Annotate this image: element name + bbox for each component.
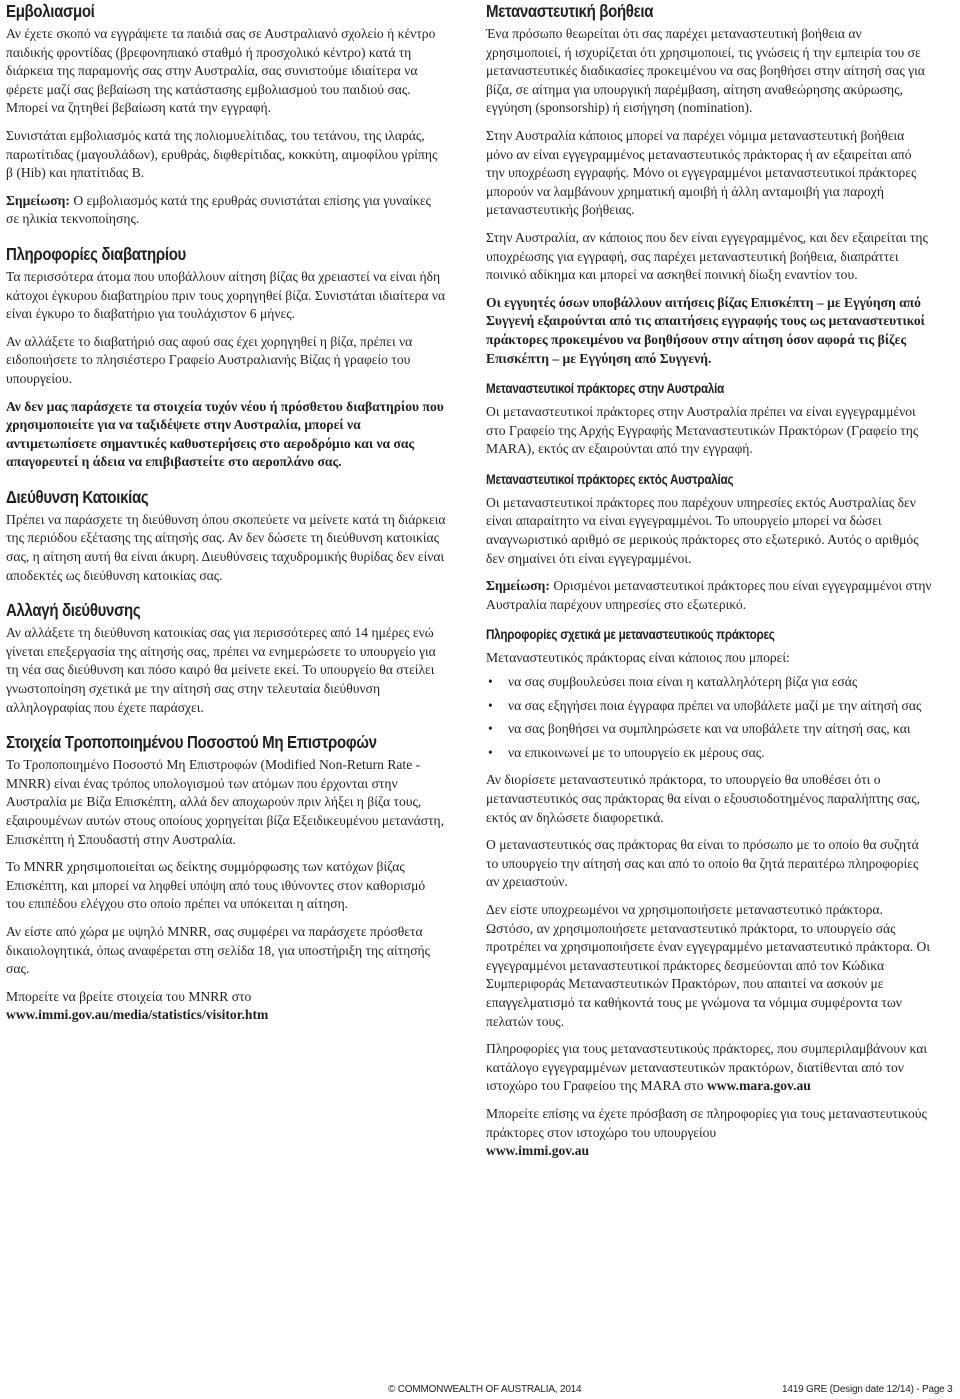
list-item: • να σας συμβουλεύσει ποια είναι η καταλληλότερη βίζα για εσάς — [508, 673, 932, 692]
agents-info-paragraph-4: Δεν είστε υποχρεωμένοι να χρησιμοποιήσετε μεταναστευτικό πράκτορα. Ωστόσο, αν χρησιμοποιήσετε μεταναστευτικό πράκτορα, το υπουργείο σάς προτρέπει να χρησιμοποιήσετε έναν εγγεγραμμένο μεταναστευτικό πράκτορα. Οι εγγεγραμμένοι μεταναστευτικοί πράκτορες δεσμεύονται από τον Κώδικα Συμπεριφοράς Μεταναστευτικών Πρακτόρων, που απαιτεί να ασκούν με επαγγελματισμό τα καθήκοντά τους με γνώμονα τα νόμιμα συμφέροντα των πελατών τους. — [486, 901, 930, 1029]
address-paragraph: Πρέπει να παράσχετε τη διεύθυνση όπου σκοπεύετε να μείνετε κατά τη διάρκεια της περιόδου εξέτασης της αίτησής σας. Αν δεν δώσετε τη διεύθυνση κατοικίας σας, η αίτηση αυτή θα είναι άκυρη. Διευθύνσεις ταχυδρομικής θυρίδας δεν είναι αποδεκτές ως διεύθυνση κατοικίας σας. — [6, 511, 446, 583]
vaccinations-paragraph-1: Αν έχετε σκοπό να εγγράψετε τα παιδιά σας σε Αυστραλιανό σχολείο ή κέντρο παιδικής φροντίδας (βρεφονηπιακό σταθμό ή προσχολικό κέντρο) κατά τη διάρκεια της παραμονής σας στην Αυστραλία, σας συνιστούμε ιδιαίτερα να φέρετε μαζί σας βεβαίωση της κατάστασης εμβολιασμού του παιδιού σας. Μπορεί να ζητηθεί βεβαίωση κατά την εγγραφή. — [6, 26, 436, 116]
list-item: • να επικοινωνεί με το υπουργείο εκ μέρους σας. — [508, 744, 932, 763]
agents-info-section — [486, 626, 932, 1160]
migration-paragraph-3: Στην Αυστραλία, αν κάποιος που δεν είναι εγγεγραμμένος, και δεν εξαιρείται της υποχρέωσης για εγγραφή, σας παρέχει μεταναστευτική βοήθεια, διαπράττει ποινικό αδίκημα και μπορεί να ασκηθεί ποινική δίωξη εναντίον του. — [486, 229, 928, 283]
copyright-notice: © COMMONWEALTH OF AUSTRALIA, 2014 — [388, 1384, 582, 1395]
mnrr-paragraph-1: Το Τροποποιημένο Ποσοστό Μη Επιστροφών (Modified Non-Return Rate - MNRR) είναι ένας τρόπος υπολογισμού των ατόμων που έρχονται στην Αυστραλία με Βίζα Επισκέπτη, αλλά δεν αποχωρούν πριν λήξει η βίζα τους, εξαιρουμένων αυτών στους οποίους χορηγείται βίζα Εξειδικευμένου μετανάστη, Επισκέπτη ή Σπουδαστή στην Αυστραλία. — [6, 757, 445, 847]
migration-sponsor-exemption: Οι εγγυητές όσων υποβάλλουν αιτήσεις βίζας Επισκέπτη – με Εγγύηση από Συγγενή εξαιρούνται από τις απαιτήσεις εγγραφής τους ως μεταναστευτικοί πράκτορες προκειμένου να βοηθήσουν στην αίτηση όσον αφορά τις βίζες Επισκέπτη – με Εγγύηση από Συγγενή. — [486, 294, 925, 366]
passport-paragraph-1: Τα περισσότερα άτομα που υποβάλλουν αίτηση βίζας θα χρειαστεί να είναι ήδη κάτοχοι έγκυρου διαβατηρίου πριν τους χορηγηθεί βίζα. Συνιστάται ιδιαίτερα να είναι έγκυρο το διαβατήριο για τουλάχιστον 6 μήνες. — [6, 268, 446, 322]
vaccinations-paragraph-2: Συνιστάται εμβολιασμός κατά της πολιομυελίτιδας, του τετάνου, της ιλαράς, παρωτίτιδας (μαγουλάδων), ερυθράς, διφθερίτιδας, κοκκύτη, αιμοφίλου γρίπης β (Hib) και ηπατίτιδας Β. — [6, 127, 438, 181]
left-column — [6, 0, 446, 1034]
mnrr-statistics-link[interactable]: www.immi.gov.au/media/statistics/visitor.htm — [6, 1007, 269, 1023]
change-address-heading: Αλλαγή διεύθυνσης — [6, 600, 141, 621]
agents-info-paragraph-6: Μπορείτε επίσης να έχετε πρόσβαση σε πληροφορίες για τους μεταναστευτικούς πράκτορες στον ιστοχώρο του υπουργείου www.immi.gov.au — [486, 1105, 927, 1159]
migration-paragraph-1: Ένα πρόσωπο θεωρείται ότι σας παρέχει μεταναστευτική βοήθεια αν χρησιμοποιεί, ή ισχυρίζεται ότι χρησιμοποιεί, τις γνώσεις ή την εμπειρία του σε μεταναστευτικές διαδικασίες προκειμένου να σας βοηθήσει στην αίτησή σας για βίζα, σε αίτημα για υπουργική παρέμβαση, αίτηση αναθεώρησης ακύρωσης, εγγύηση (sponsorship) ή εισήγηση (nomination). — [486, 26, 925, 116]
vaccinations-note — [6, 192, 446, 229]
mara-link[interactable]: www.mara.gov.au — [706, 1078, 811, 1094]
note-label: Σημείωση: — [6, 192, 70, 208]
passport-heading: Πληροφορίες διαβατηρίου — [6, 243, 186, 264]
mnrr-section — [6, 731, 446, 1025]
change-address-paragraph: Αν αλλάξετε τη διεύθυνση κατοικίας σας για περισσότερες από 14 ημέρες ενώ γίνεται επεξεργασία της αίτησής σας, πρέπει να ενημερώσετε το υπουργείο για τη νέα σας διεύθυνση και πόσο καιρό θα μείνετε εκεί. Το υπουργείο θα στείλει γνωστοποίηση σχετικά με την αίτησή σας στην τελευταία διεύθυνση αλληλογραφίας που έχετε παράσχει. — [6, 625, 436, 715]
passport-warning: Αν δεν μας παράσχετε τα στοιχεία τυχόν νέου ή πρόσθετου διαβατηρίου που χρησιμοποιείτε για να ταξιδέψετε στην Αυστραλία, μπορεί να αντιμετωπίσετε σημαντικές καθυστερήσεις στο αεροδρόμιο και να σας απαγορευτεί η άδεια να επιβιβαστείτε στο αεροπλάνο σας. — [6, 398, 444, 470]
mnrr-heading: Στοιχεία Τροποποιημένου Ποσοστού Μη Επιστροφών — [6, 732, 377, 753]
page-footer — [0, 1381, 960, 1399]
agents-outside-australia-section — [486, 471, 932, 615]
agents-in-australia-paragraph: Οι μεταναστευτικοί πράκτορες στην Αυστραλία πρέπει να είναι εγγεγραμμένοι στο Γραφείο της Αρχής Εγγραφής Μεταναστευτικών Πρακτόρων (Γραφείο της MARA), εκτός αν εξαιρούνται από την εγγραφή. — [486, 404, 919, 457]
right-column — [486, 0, 932, 1170]
list-item: • να σας βοηθήσει να συμπληρώσετε και να υποβάλετε την αίτησή σας, και — [508, 720, 932, 739]
agents-outside-paragraph: Οι μεταναστευτικοί πράκτορες που παρέχουν υπηρεσίες εκτός Αυστραλίας δεν είναι απαραίτητο να είναι εγγεγραμμένοι. Το υπουργείο μπορεί να δώσει αναγνωριστικό αριθμό σε μερικούς πράκτορες στο εξωτερικό. Αυτός ο αριθμός δεν σημαίνει ότι είναι εγγεγραμμένοι. — [486, 494, 919, 566]
list-item: • να σας εξηγήσει ποια έγγραφα πρέπει να υποβάλετε μαζί με την αίτησή σας — [508, 697, 932, 716]
bullet-icon: • — [488, 697, 493, 713]
immi-link[interactable]: www.immi.gov.au — [486, 1143, 590, 1159]
passport-section — [6, 243, 446, 472]
mnrr-paragraph-4 — [6, 988, 446, 1025]
agents-info-heading: Πληροφορίες σχετικά με μεταναστευτικούς πράκτορες — [486, 627, 775, 643]
bullet-icon: • — [488, 721, 493, 737]
address-section — [6, 486, 446, 585]
agents-outside-note — [486, 577, 932, 614]
agents-info-intro: Μεταναστευτικός πράκτορας είναι κάποιος που μπορεί: — [486, 650, 790, 666]
document-code: 1419 GRE (Design date 12/14) - Page 3 — [782, 1384, 953, 1395]
note-text: Ο εμβολιασμός κατά της ερυθράς συνιστάται επίσης για γυναίκες σε ηλικία τεκνοποίησης. — [6, 192, 431, 227]
agents-in-australia-heading: Μεταναστευτικοί πράκτορες στην Αυστραλία — [486, 381, 725, 397]
bullet-icon: • — [488, 674, 493, 690]
note-text: Ορισμένοι μεταναστευτικοί πράκτορες που είναι εγγεγραμμένοι στην Αυστραλία παρέχουν υπηρεσίες στο εξωτερικό. — [486, 578, 932, 612]
note-label: Σημείωση: — [486, 578, 550, 594]
mnrr-link-intro: Μπορείτε να βρείτε στοιχεία του MNRR στο — [6, 988, 252, 1004]
agents-outside-australia-heading: Μεταναστευτικοί πράκτορες εκτός Αυστραλίας — [486, 471, 734, 487]
mnrr-paragraph-2: Το MNRR χρησιμοποιείται ως δείκτης συμμόρφωσης των κατόχων βίζας Επισκέπτη, και μπορεί να ληφθεί υπόψη από τους ιθύνοντες στον καθορισμό του επιπέδου ελέγχου στο οποίο πρέπει να υπόκειται η αίτηση. — [6, 859, 426, 912]
bullet-icon: • — [488, 744, 493, 760]
agents-in-australia-section — [486, 380, 932, 459]
mnrr-paragraph-3: Αν είστε από χώρα με υψηλό MNRR, σας συμφέρει να παράσχετε πρόσθετα δικαιολογητικά, όπως αναφέρεται στη σελίδα 18, για υποστήριξη της αίτησής σας. — [6, 923, 431, 977]
agents-info-list — [486, 673, 932, 762]
address-heading: Διεύθυνση Κατοικίας — [6, 486, 149, 507]
vaccinations-heading: Εμβολιασμοί — [6, 1, 95, 21]
agents-info-paragraph-3: Ο μεταναστευτικός σας πράκτορας θα είναι το πρόσωπο με το οποίο θα συζητά το υπουργείο την αίτησή σας και από το οποίο θα ζητά περαιτέρω πληροφορίες αν χρειαστούν. — [486, 837, 919, 890]
agents-info-paragraph-5: Πληροφορίες για τους μεταναστευτικούς πράκτορες, που συμπεριλαμβάνουν και κατάλογο εγγεγραμμένων μεταναστευτικών πρακτόρων, διατίθενται από τον ιστοχώρο του Γραφείου της MARA στο www.mara.gov.au — [486, 1041, 928, 1094]
agents-info-paragraph-2: Αν διορίσετε μεταναστευτικό πράκτορα, το υπουργείο θα υποθέσει ότι ο μεταναστευτικός σας πράκτορας θα είναι ο εξουσιοδοτημένος παραλήπτης σας, εκτός αν δηλώσετε διαφορετικά. — [486, 772, 921, 825]
passport-paragraph-2: Αν αλλάξετε το διαβατήριό σας αφού σας έχει χορηγηθεί η βίζα, πρέπει να ειδοποιήσετε το πλησιέστερο Γραφείο Αυστραλιανής Βίζας ή γραφείο του υπουργείου. — [6, 333, 413, 386]
change-address-section — [6, 599, 446, 717]
migration-assistance-heading: Μεταναστευτική βοήθεια — [486, 1, 654, 21]
migration-paragraph-2: Στην Αυστραλία κάποιος μπορεί να παρέχει νόμιμα μεταναστευτική βοήθεια μόνο αν είναι εγγεγραμμένος μεταναστευτικός πράκτορας ή αν εξαιρείται από την υποχρέωση εγγραφής. Μόνο οι εγγεγραμμένοι μεταναστευτικοί πράκτορες μπορούν να λαμβάνουν χρηματική αμοιβή ή άλλη ανταμοιβή για παροχή μεταναστευτικής βοήθειας. — [486, 127, 917, 218]
